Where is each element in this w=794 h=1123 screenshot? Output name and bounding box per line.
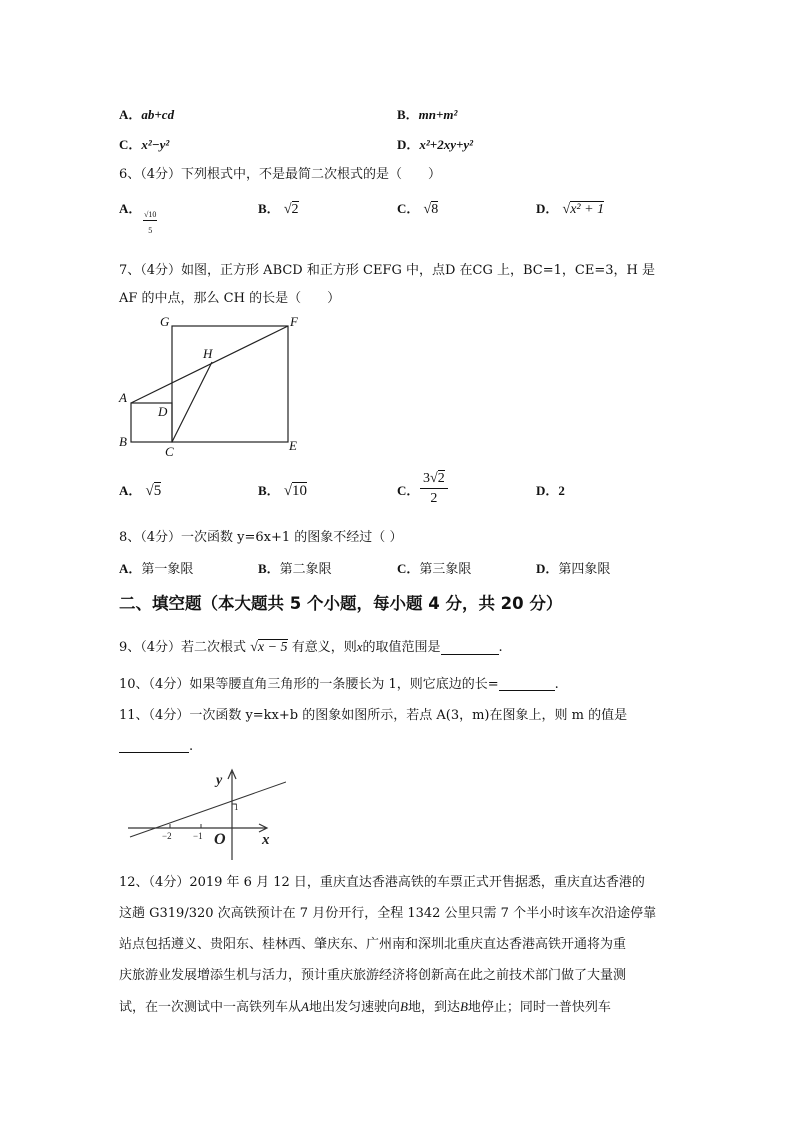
answer-blank[interactable] [119,739,189,753]
label-g: G [160,314,170,329]
q5-option-d [397,138,473,152]
radical-sign: √ [423,202,432,217]
q7-option-a [119,484,161,499]
fraction-numerator: √10 [144,210,157,219]
q12-line4: 庆旅游业发展增添生机与活力，预计重庆旅游经济将创新高在此之前技术部门做了大量测 [119,968,627,983]
q5-option-b [397,108,457,122]
label-c: C [165,444,174,459]
q12-line2: 这趟 G319/320 次高铁预计在 7 月份开行，全程 1342 公里只需 7 个半小时该车次沿途停靠 [119,906,657,921]
segment-af [131,326,288,403]
q9-variable: x [356,639,363,654]
q11-end: . [189,739,194,754]
label-neg1: −1 [193,831,203,841]
radicand: 2 [291,202,299,217]
q7-stem-line2: AF 的中点，那么 CH 的长是（ ） [119,291,341,306]
q6-option-b [258,202,299,217]
q8-option-b [258,562,332,576]
label-b: B [119,434,127,449]
q8-option-c [397,562,471,576]
option-letter: C． [397,561,420,576]
radical-sign: √ [283,202,292,217]
q12-line5-part4: 地停止；同时一普快列车 [467,1000,611,1015]
label-y: y [216,773,223,788]
q8-stem: 8、（4分）一次函数 y=6x+1 的图象不经过（ ） [119,530,403,545]
label-one: 1 [234,802,239,812]
q7-option-d [536,484,565,498]
q9-end: . [498,640,503,655]
sqrt-expression [563,201,605,217]
option-text: 第四象限 [558,562,611,577]
option-text: 第三象限 [419,562,472,577]
sqrt-expression [250,639,287,655]
q9-middle: 有意义，则 [291,640,357,655]
fraction-numerator [420,472,448,489]
square-cefg [172,326,288,442]
q10-end: . [554,677,559,692]
option-letter: B． [397,107,419,122]
sqrt-expression [146,482,162,499]
option-letter: B． [258,201,280,216]
q6-option-d [536,202,604,217]
q11-linear-graph [126,766,286,862]
option-letter: A． [119,107,142,122]
label-origin: O [214,831,226,848]
q7-option-b [258,484,307,499]
sqrt-expression [284,482,307,499]
q9 [119,640,503,655]
fraction-denominator: 2 [430,491,438,506]
q12-line1: 12、（4分）2019 年 6 月 12 日，重庆直达香港高铁的车票正式开售据悉，重庆直达香港的 [119,875,645,890]
option-letter: D． [397,137,420,152]
label-d: D [158,404,168,419]
radical-sign: √ [250,640,258,655]
segment-ch [172,362,212,442]
q10 [119,677,559,691]
q6-option-a [119,202,141,216]
option-letter: D． [536,483,559,498]
label-a: A [119,390,127,405]
q10-text: 10、（4分）如果等腰直角三角形的一条腰长为 1，则它底边的长= [119,677,499,692]
option-letter: C． [397,483,420,498]
label-neg2: −2 [162,831,172,841]
label-h: H [203,346,213,361]
q9-suffix: 的取值范围是 [362,640,441,655]
q5-option-c [119,138,169,152]
radicand: x² + 1 [570,202,605,217]
option-text: 2 [558,483,565,498]
option-letter: C． [397,201,420,216]
option-text: mn+m² [418,107,458,122]
option-letter: A． [119,561,142,576]
option-letter: D． [536,201,559,216]
q12-line5-part1: 试，在一次测试中一高铁列车从 [119,1000,302,1015]
q11-stem-line1: 11、（4分）一次函数 y=kx+b 的图象如图所示，若点 A(3，m)在图象上，则 m 的值是 [119,708,628,723]
q7-stem-line1: 7、（4分）如图，正方形 ABCD 和正方形 CEFG 中，点D 在CG 上，BC=1，CE=3，H 是 [119,263,655,278]
answer-blank[interactable] [441,641,499,655]
radical-sign: √ [283,483,293,499]
label-e: E [289,438,297,453]
q7-option-c-fraction [420,472,448,506]
q12-line5 [119,1000,611,1014]
section-heading: 二、填空题（本大题共 5 个小题，每小题 4 分，共 20 分） [119,594,563,613]
q12-line5-part3: 地，到达 [407,1000,460,1015]
q6-stem: 6、（4分）下列根式中，不是最简二次根式的是（ ） [119,167,442,182]
point-b: B [399,999,408,1014]
option-text: x²+2xy+y² [419,137,474,152]
radical-sign: √ [145,483,154,499]
radicand: x − 5 [257,640,288,655]
sqrt-expression [424,201,439,217]
q8-option-d [536,562,610,576]
option-letter: A． [119,201,142,216]
function-line [130,782,286,837]
q7-option-c [397,484,419,498]
option-text: ab+cd [141,107,175,122]
q5-option-a [119,108,174,122]
q11-blank-line [119,739,193,753]
option-text: 第二象限 [279,562,332,577]
label-x: x [262,832,270,848]
q9-prefix: 9、（4分）若二次根式 [119,640,247,655]
option-letter: A． [119,483,142,498]
option-text: 第一象限 [141,562,194,577]
q8-option-a [119,562,193,576]
q6-option-c [397,202,438,217]
option-letter: B． [258,483,280,498]
sqrt-expression [284,201,299,217]
q7-squares-figure [110,312,310,460]
fraction-denominator: 5 [148,226,153,235]
radicand: 8 [431,202,439,217]
q6-option-a-fraction [143,211,157,235]
point-a: A [301,999,309,1014]
coefficient: 3 [423,471,430,486]
option-letter: C． [119,137,142,152]
q12-line3: 站点包括遵义、贵阳东、桂林西、肇庆东、广州南和深圳北重庆直达香港高铁开通将为重 [119,937,627,952]
answer-blank[interactable] [499,677,555,691]
option-text: x²−y² [141,137,170,152]
radical-sign: √ [430,471,438,486]
radical-sign: √ [562,202,571,217]
label-f: F [290,314,298,329]
q12-line5-part2: 地出发匀速驶向 [308,1000,400,1015]
option-letter: B． [258,561,280,576]
option-letter: D． [536,561,559,576]
point-b: B [459,999,468,1014]
radicand: 2 [437,471,445,486]
radicand: 10 [292,483,308,499]
radicand: 5 [153,483,162,499]
